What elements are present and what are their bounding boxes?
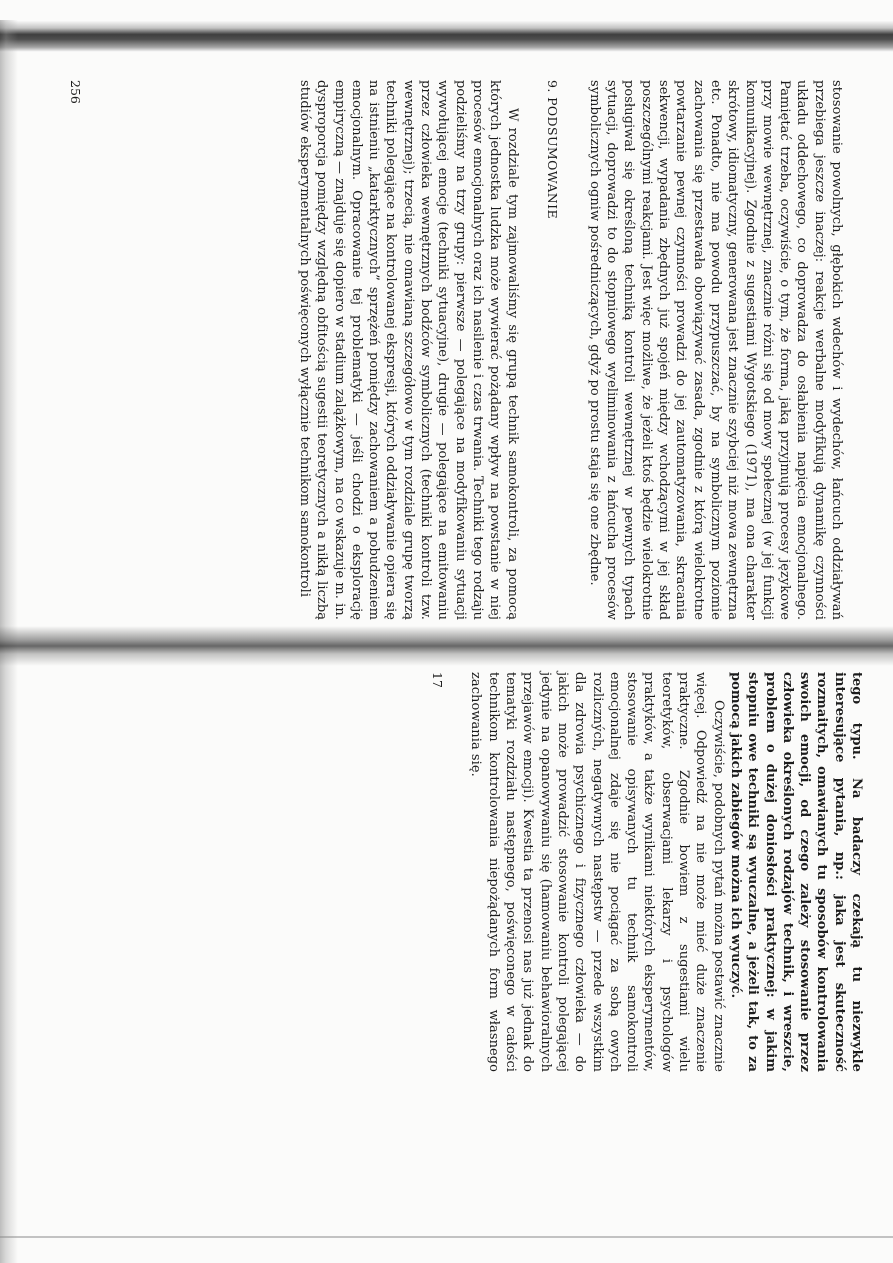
page-256 xyxy=(68,80,845,620)
page-17 xyxy=(430,672,865,1217)
scan-edge-bottom xyxy=(0,1236,893,1238)
page-number-right: 17 xyxy=(430,672,445,688)
page-256-body xyxy=(296,80,845,620)
page-gutter xyxy=(0,626,893,666)
final-paragraph: Oczywiście, podobnych pytań można postawić znacznie więcej. Odpowiedź na nie może mieć duże znaczenie praktyczne. Zgodnie bowiem z sugestiami wielu teoretyków, obserwacjami lekarzy i psychologów praktyków, a także wynikami niektórych eksperymentów, stosowanie opisywanych tu technik samokontroli emocjonalnej zdaje się nie pociągać za sobą owych rozliczných, negatywnych następstw — przede wszystkim dla zdrowia psychicznego i fizycznego człowieka — do jakich może prowadzić stosowanie kontroli polegającej jedynie na opanowywaniu się (hamowaniu behawioralnych przejawów emocji). Kwestia ta przenosi nas już jednak do tematyki rozdziału następnego, poświęconego w całości technikom kontrolowania niepożądanych form własnego zachowania się. xyxy=(468,672,726,1072)
page-number: 256 xyxy=(68,80,83,104)
continuation-paragraph-right: tego typu. Na badaczy czekają tu niezwykle interesujące pytania, np.: jaka jest skuteczność rozmaitych, omawianych tu sposobów kontrolowania swoich emocji, od czego zależy stosowanie przez człowieka określonych rodzajów technik, i wreszcie, problem o dużej doniosłości praktycznej: w jakim stopniu owe techniki są wyuczalne, a jeżeli tak, to za pomocą jakich zabiegów można ich wyuczyć. xyxy=(727,672,864,1072)
continuation-paragraph: stosowanie powolnych, głębokich wdechów i wydechów, łańcuch oddziaływań przebiega jeszcze inaczej: reakcje werbalne modyfikują dynamikę czynności układu oddechowego, co doprowadza do osłabienia napięcia emocjonalnego. Pamiętać trzeba, oczywiście, o tym, że forma, jaką przyjmują procesy językowe przy mowie wewnętrznej, znacznie różni się od mowy społecznej (w jej funkcji komunikacyjnej). Zgodnie z sugestiami Wygotskiego (1971), ma ona charakter skrótowy, idiomatyczny, generowana jest znacznie szybciej niż mowa zewnętrzna etc. Ponadto, nie ma powodu przypuszczać, by na symbolicznym poziomie zachowania się przestawała obowiązywać zasada, zgodnie z którą wielokrotne powtarzanie pewnej czynności prowadzi do jej zautomatyzowania, skracania sekwencji, wypadania zbędnych już spojeń między wchodzącymi w jej skład poszczególnymi reakcjami. Jest więc możliwe, że jeżeli ktoś będzie wielokrotnie posługiwał się określoną techniką kontroli wewnętrznej w pewnych typach sytuacji, doprowadzi to do stopniowego wyeliminowania z łańcucha procesów symbolicznych ogniw pośredniczących, gdyż po prostu staja się one zbędne. xyxy=(586,80,844,620)
binding-shadow-top xyxy=(0,20,893,52)
summary-paragraph: W rozdziale tym zajmowaliśmy się grupą technik samokontroli, za pomocą których jednostka ludzka może wywierać pożądany wpływ na powstanie w niej procesów emocjonalnych oraz ich nasilenie i czas trwania. Techniki tego rodzaju podzieliśmy na trzy grupy: pierwsze — polegające na modyfikowaniu sytuacji wywołującej emocje (techniki sytuacyjne), drugie — polegające na emitowaniu przez człowieka wewnętrznych bodźców symbolicznych (techniki kontroli tzw. wewnętrznej); trzecią, nie omawianą szczegółowo w tym rozdziale grupę tworzą techniki polegające na kontrolowanej ekspresji, których oddziaływanie opiera się na istnieniu „katarktycznych” sprzężeń pomiędzy zachowaniem a pobudzeniem emocjonalnym. Opracowanie tej problematyki — jeśli chodzi o eksplorację empiryczną — znajduje się dopiero w stadium zalążkowym, na co wskazuje m. in. dysproporcja pomiędzy względną obfitością sugestii teoretycznych a nikłą liczbą studiów eksperymentalnych poświęconych wyłącznie technikom samokontroli xyxy=(296,80,520,620)
page-17-body xyxy=(467,672,865,1072)
section-heading: 9. PODSUMOWANIE xyxy=(544,80,560,219)
